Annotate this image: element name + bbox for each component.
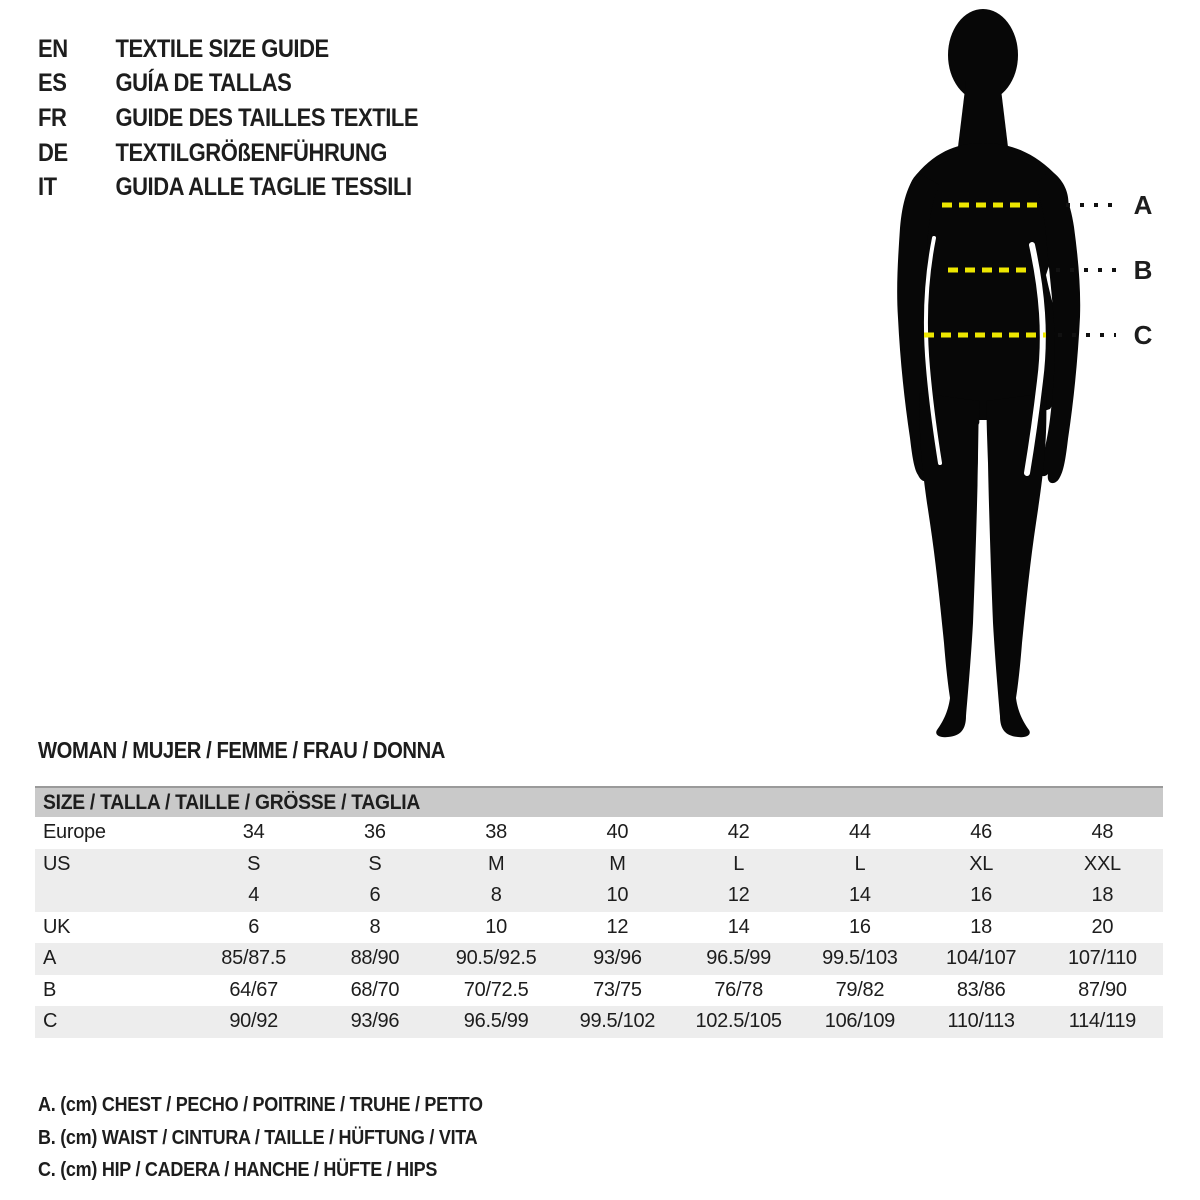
guide-title: GUÍA DE TALLAS	[115, 69, 292, 98]
table-cell: 40	[606, 821, 629, 844]
table-cell: 4	[248, 884, 260, 907]
table-cell: 18	[970, 915, 992, 938]
table-cell: 8	[490, 884, 502, 907]
language-code: ES	[38, 69, 67, 98]
table-cell: 79/82	[835, 978, 885, 1001]
guide-title: TEXTILGRÖßENFÜHRUNG	[115, 138, 387, 167]
table-cell: 85/87.5	[221, 947, 286, 970]
table-row	[35, 1006, 1163, 1038]
measurement-legend	[38, 1089, 532, 1187]
guide-title: GUIDE DES TAILLES TEXTILE	[115, 103, 419, 132]
table-cell: 10	[606, 884, 629, 907]
table-cell: 99.5/103	[822, 947, 898, 970]
language-row	[38, 67, 418, 102]
table-cell: 99.5/102	[579, 1010, 656, 1033]
language-row	[38, 101, 418, 136]
table-row	[35, 817, 1163, 849]
woman-silhouette-icon	[878, 3, 1123, 743]
table-cell: 12	[727, 884, 750, 907]
row-label: C	[43, 1010, 58, 1033]
language-title-list	[38, 32, 470, 205]
category-line: WOMAN / MUJER / FEMME / FRAU / DONNA	[38, 737, 445, 763]
table-cell: 36	[364, 821, 386, 844]
table-cell: L	[854, 852, 866, 875]
table-cell: XXL	[1083, 852, 1121, 875]
table-cell: 12	[606, 915, 629, 938]
table-cell: 90.5/92.5	[455, 947, 537, 970]
size-table-header	[35, 786, 1163, 817]
table-cell: 68/70	[350, 978, 400, 1001]
table-cell: 14	[727, 915, 750, 938]
table-cell: 10	[485, 915, 507, 938]
measure-label-a: A	[1133, 190, 1153, 220]
table-cell: 18	[1091, 884, 1114, 907]
table-cell: 93/96	[593, 947, 642, 970]
table-cell: 42	[727, 821, 750, 844]
table-cell: 114/119	[1068, 1010, 1136, 1033]
table-cell: 6	[369, 884, 381, 907]
table-cell: 8	[369, 915, 381, 938]
language-code: FR	[38, 103, 67, 132]
table-cell: 70/72.5	[463, 978, 529, 1001]
table-cell: 73/75	[593, 978, 642, 1001]
table-cell: S	[368, 852, 382, 875]
table-cell: 96.5/99	[706, 947, 771, 970]
size-table-header-label: SIZE / TALLA / TAILLE / GRÖSSE / TAGLIA	[43, 790, 421, 814]
size-table	[35, 786, 1163, 1038]
row-label: Europe	[43, 821, 106, 844]
table-cell: XL	[969, 852, 994, 875]
language-code: EN	[38, 34, 68, 63]
language-code: DE	[38, 138, 68, 167]
table-cell: 110/113	[947, 1010, 1015, 1033]
guide-title: GUIDA ALLE TAGLIE TESSILI	[115, 173, 412, 202]
row-label: B	[43, 978, 57, 1001]
table-cell: 16	[849, 915, 871, 938]
measure-label-c: C	[1133, 320, 1153, 350]
table-row	[35, 849, 1163, 881]
table-row	[35, 912, 1163, 944]
legend-line: B. (cm) WAIST / CINTURA / TAILLE / HÜFTUNG / VITA	[38, 1126, 478, 1149]
table-cell: M	[609, 852, 626, 875]
table-cell: 104/107	[946, 947, 1017, 970]
legend-line: C. (cm) HIP / CADERA / HANCHE / HÜFTE / HIPS	[38, 1159, 438, 1182]
table-cell: 102.5/105	[695, 1010, 782, 1033]
table-cell: 38	[485, 821, 507, 844]
table-cell: 48	[1091, 821, 1114, 844]
table-cell: 90/92	[229, 1010, 278, 1033]
row-label: US	[43, 852, 71, 875]
table-row	[35, 880, 1163, 912]
table-cell: 96.5/99	[463, 1010, 529, 1033]
row-label: A	[43, 947, 57, 970]
table-cell: 83/86	[956, 978, 1006, 1001]
table-cell: 76/78	[714, 978, 763, 1001]
table-cell: 14	[849, 884, 871, 907]
table-row	[35, 975, 1163, 1007]
legend-line: A. (cm) CHEST / PECHO / POITRINE / TRUHE / PETTO	[38, 1093, 483, 1116]
table-cell: S	[247, 852, 261, 875]
table-cell: 106/109	[824, 1010, 895, 1033]
row-label: UK	[43, 915, 71, 938]
size-table-body	[35, 817, 1163, 1038]
table-cell: 88/90	[350, 947, 400, 970]
language-row	[38, 136, 418, 171]
table-cell: 16	[970, 884, 992, 907]
table-cell: 34	[242, 821, 265, 844]
table-cell: 87/90	[1078, 978, 1127, 1001]
table-cell: 44	[849, 821, 871, 844]
table-cell: 107/110	[1068, 947, 1137, 970]
guide-title: TEXTILE SIZE GUIDE	[115, 34, 329, 63]
table-cell: 46	[970, 821, 992, 844]
table-cell: 6	[248, 915, 260, 938]
table-row	[35, 943, 1163, 975]
language-code: IT	[38, 173, 57, 202]
language-row	[38, 170, 418, 205]
table-cell: 20	[1091, 915, 1114, 938]
language-row	[38, 32, 418, 67]
woman-body	[897, 9, 1080, 737]
table-cell: L	[733, 852, 745, 875]
table-cell: 93/96	[350, 1010, 400, 1033]
measure-label-b: B	[1133, 255, 1153, 285]
table-cell: M	[487, 852, 505, 875]
table-cell: 64/67	[229, 978, 278, 1001]
